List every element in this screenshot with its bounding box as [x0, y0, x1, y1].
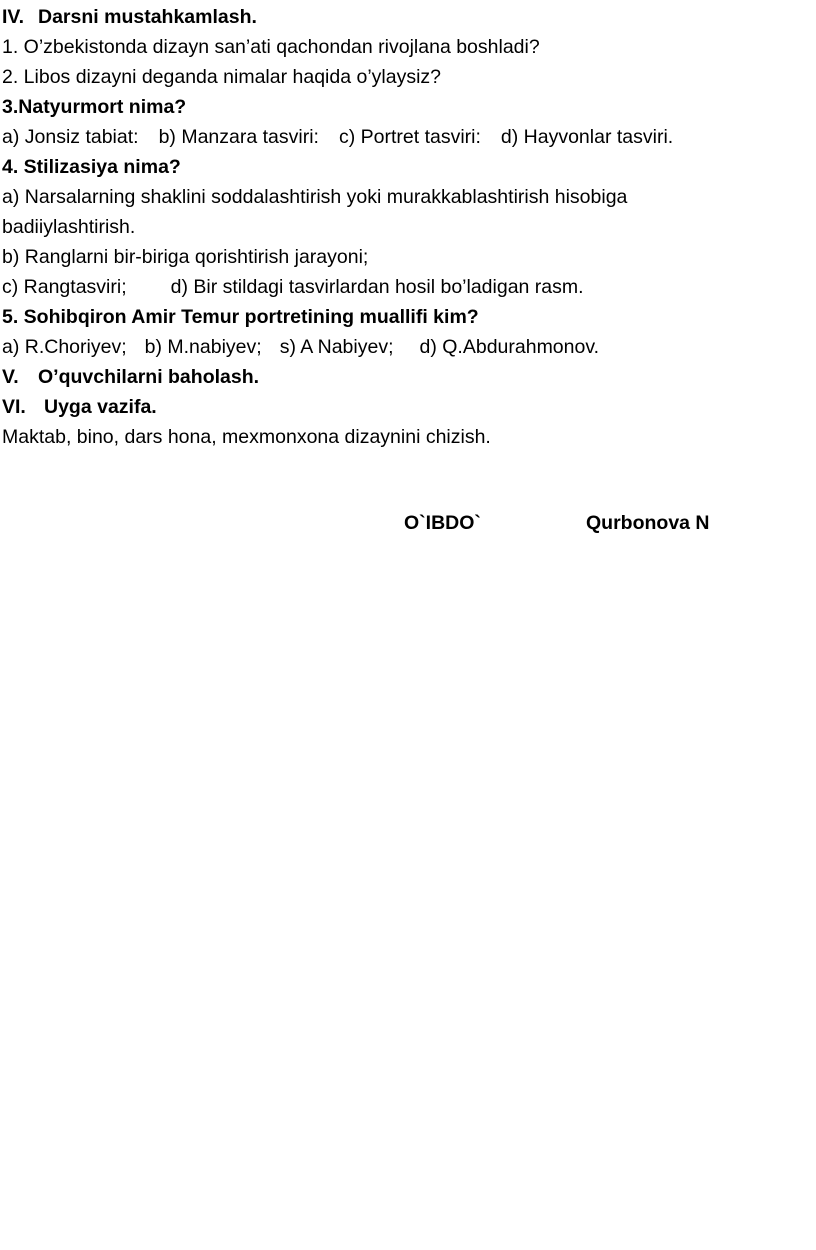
- section-4-number: IV.: [2, 6, 25, 28]
- q3-option-d: d) Hayvonlar tasviri.: [500, 126, 674, 148]
- question-3: 3.Natyurmort nima?: [2, 96, 187, 118]
- signature-org: O`IBDO`: [404, 512, 481, 534]
- q4-option-a-line1: a) Narsalarning shaklini soddalashtirish yoki murakkablashtirish hisobiga: [2, 186, 628, 208]
- q4-option-b: b) Ranglarni bir-biriga qorishtirish jarayoni;: [2, 246, 369, 268]
- section-5-heading: [2, 362, 259, 392]
- q4-option-a-line2: badiiylashtirish.: [2, 216, 136, 238]
- section-4-title: Darsni mustahkamlash.: [38, 6, 257, 28]
- section-6-heading: [2, 392, 157, 422]
- question-3-options: [2, 122, 673, 152]
- section-6-title: Uyga vazifa.: [44, 396, 157, 418]
- q3-option-b: b) Manzara tasviri:: [158, 126, 319, 148]
- section-5-number: V.: [2, 366, 19, 388]
- q4-option-c: c) Rangtasviri;: [2, 276, 127, 298]
- q3-option-c: c) Portret tasviri:: [338, 126, 481, 148]
- question-5: 5. Sohibqiron Amir Temur portretining muallifi kim?: [2, 306, 479, 328]
- q4-options-cd: [2, 272, 584, 302]
- question-2: 2. Libos dizayni deganda nimalar haqida o’ylaysiz?: [2, 66, 442, 88]
- question-4: 4. Stilizasiya nima?: [2, 156, 181, 178]
- homework-text: Maktab, bino, dars hona, mexmonxona dizaynini chizish.: [2, 426, 491, 448]
- q4-option-d: d) Bir stildagi tasvirlardan hosil bo’ladigan rasm.: [170, 276, 584, 298]
- q5-option-d: d) Q.Abdurahmonov.: [419, 336, 600, 358]
- section-6-number: VI.: [2, 396, 26, 418]
- question-1: 1. O’zbekistonda dizayn san’ati qachondan rivojlana boshladi?: [2, 36, 540, 58]
- signature-name: Qurbonova N: [586, 512, 710, 534]
- q5-option-c: s) A Nabiyev;: [279, 336, 394, 358]
- q5-option-b: b) M.nabiyev;: [144, 336, 262, 358]
- q5-option-a: a) R.Choriyev;: [2, 336, 127, 358]
- section-4-heading: [2, 2, 257, 32]
- question-5-options: [2, 332, 599, 362]
- section-5-title: O’quvchilarni baholash.: [38, 366, 260, 388]
- q3-option-a: a) Jonsiz tabiat:: [2, 126, 139, 148]
